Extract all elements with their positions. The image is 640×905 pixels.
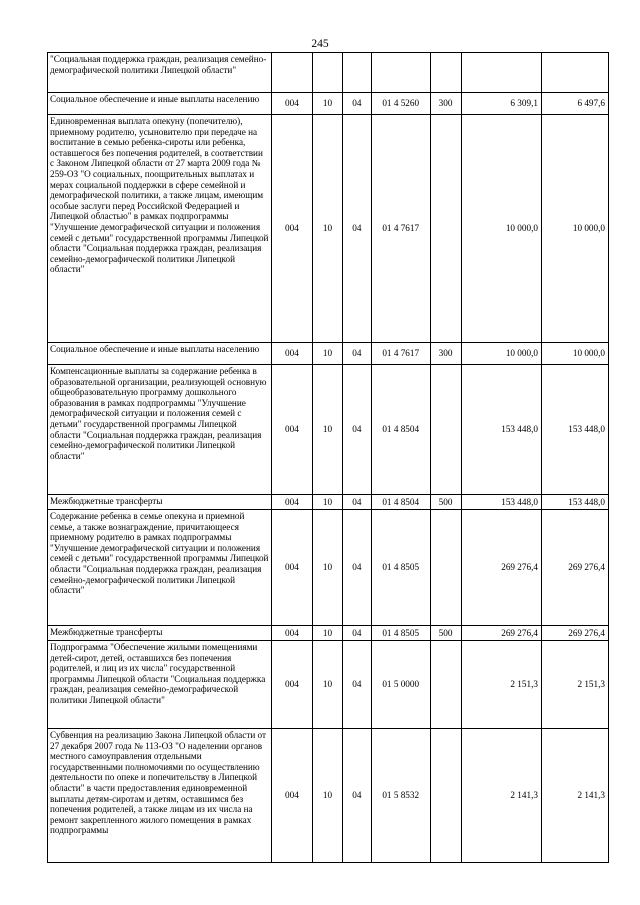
- target-article-code: 01 5 0000: [371, 641, 430, 729]
- page-number: 245: [311, 38, 329, 50]
- target-article-code: 01 4 7617: [371, 343, 430, 365]
- table-row: [48, 626, 609, 641]
- sum-year-2: 153 448,0: [541, 495, 608, 510]
- table-row: [48, 495, 609, 510]
- razdel-code: 10: [313, 93, 343, 115]
- razdel-code: 10: [313, 510, 343, 626]
- sum-year-2: 10 000,0: [541, 115, 608, 343]
- grbs-code: 004: [271, 626, 312, 641]
- row-name: Социальное обеспечение и иные выплаты населению: [48, 93, 272, 115]
- sum-year-1: [461, 53, 541, 93]
- podrazdel-code: 04: [342, 626, 371, 641]
- sum-year-2: [541, 53, 608, 93]
- grbs-code: 004: [271, 510, 312, 626]
- row-name: "Социальная поддержка граждан, реализация семейно-демографической политики Липецкой области": [48, 53, 272, 93]
- table-row: [48, 53, 609, 93]
- budget-table: [47, 52, 609, 863]
- razdel-code: 10: [313, 365, 343, 495]
- podrazdel-code: 04: [342, 729, 371, 863]
- razdel-code: 10: [313, 729, 343, 863]
- grbs-code: [271, 53, 312, 93]
- sum-year-1: 269 276,4: [461, 626, 541, 641]
- table-row: [48, 641, 609, 729]
- expense-type-code: [430, 729, 461, 863]
- razdel-code: [313, 53, 343, 93]
- row-name: Межбюджетные трансферты: [48, 495, 272, 510]
- podrazdel-code: 04: [342, 93, 371, 115]
- razdel-code: 10: [313, 626, 343, 641]
- sum-year-1: 2 141,3: [461, 729, 541, 863]
- row-name: Межбюджетные трансферты: [48, 626, 272, 641]
- target-article-code: 01 4 7617: [371, 115, 430, 343]
- grbs-code: 004: [271, 93, 312, 115]
- grbs-code: 004: [271, 641, 312, 729]
- expense-type-code: [430, 115, 461, 343]
- target-article-code: 01 4 8505: [371, 510, 430, 626]
- table-row: [48, 93, 609, 115]
- sum-year-2: 153 448,0: [541, 365, 608, 495]
- table-row: [48, 365, 609, 495]
- razdel-code: 10: [313, 343, 343, 365]
- sum-year-1: 10 000,0: [461, 343, 541, 365]
- expense-type-code: [430, 53, 461, 93]
- razdel-code: 10: [313, 641, 343, 729]
- sum-year-2: 2 141,3: [541, 729, 608, 863]
- expense-type-code: 300: [430, 93, 461, 115]
- sum-year-1: 269 276,4: [461, 510, 541, 626]
- table-row: [48, 510, 609, 626]
- row-name: Социальное обеспечение и иные выплаты населению: [48, 343, 272, 365]
- grbs-code: 004: [271, 115, 312, 343]
- row-name: Единовременная выплата опекуну (попечителю), приемному родителю, усыновителю при передаче на воспитание в семью ребенка-сироты или ребенка, оставшегося без попечения родителей, в соответствии с Законом Липецкой области от 27 марта 2009 года № 259-ОЗ "О социальных, поощрительных выплатах и мерах социальной поддержки в сфере семейной и демографической политики, а также лицам, имеющим особые заслуги перед Российской Федерацией и Липецкой областью" в рамках подпрограммы "Улучшение демографической ситуации и положения семей с детьми" государственной программы Липецкой области "Социальная поддержка граждан, реализация семейно-демографической политики Липецкой области": [48, 115, 272, 343]
- target-article-code: 01 4 8504: [371, 495, 430, 510]
- expense-type-code: 500: [430, 626, 461, 641]
- row-name: Компенсационные выплаты за содержание ребенка в образовательной организации, реализующей основную общеобразовательную программу дошкольного образования в рамках подпрограммы "Улучшение демографической ситуации и положения семей с детьми" государственной программы Липецкой области "Социальная поддержка граждан, реализация семейно-демографической политики Липецкой области": [48, 365, 272, 495]
- sum-year-1: 153 448,0: [461, 365, 541, 495]
- razdel-code: 10: [313, 115, 343, 343]
- podrazdel-code: 04: [342, 343, 371, 365]
- expense-type-code: [430, 641, 461, 729]
- row-name: Субвенция на реализацию Закона Липецкой области от 27 декабря 2007 года № 113-ОЗ "О наделении органов местного самоуправления отдельными государственными полномочиями по осуществлению деятельности по опеке и попечительству в Липецкой области" в части предоставления единовременной выплаты детям-сиротам и детям, оставшимся без попечения родителей, а также лицам из их числа на ремонт закрепленного жилого помещения в рамках подпрограммы: [48, 729, 272, 863]
- expense-type-code: [430, 510, 461, 626]
- podrazdel-code: [342, 53, 371, 93]
- sum-year-2: 10 000,0: [541, 343, 608, 365]
- target-article-code: 01 5 8532: [371, 729, 430, 863]
- expense-type-code: 300: [430, 343, 461, 365]
- target-article-code: 01 4 8505: [371, 626, 430, 641]
- table-row: [48, 343, 609, 365]
- sum-year-2: 269 276,4: [541, 626, 608, 641]
- table-row: [48, 729, 609, 863]
- target-article-code: 01 4 5260: [371, 93, 430, 115]
- podrazdel-code: 04: [342, 115, 371, 343]
- sum-year-1: 10 000,0: [461, 115, 541, 343]
- podrazdel-code: 04: [342, 365, 371, 495]
- sum-year-1: 153 448,0: [461, 495, 541, 510]
- razdel-code: 10: [313, 495, 343, 510]
- grbs-code: 004: [271, 729, 312, 863]
- sum-year-2: 2 151,3: [541, 641, 608, 729]
- grbs-code: 004: [271, 365, 312, 495]
- sum-year-2: 6 497,6: [541, 93, 608, 115]
- expense-type-code: 500: [430, 495, 461, 510]
- grbs-code: 004: [271, 495, 312, 510]
- row-name: Подпрограмма "Обеспечение жилыми помещениями детей-сирот, детей, оставшихся без попечения родителей, и лиц из их числа" государственной программы Липецкой области "Социальная поддержка граждан, реализация семейно-демографической политики Липецкой области": [48, 641, 272, 729]
- podrazdel-code: 04: [342, 641, 371, 729]
- row-name: Содержание ребенка в семье опекуна и приемной семье, а также вознаграждение, причитающееся приемному родителю в рамках подпрограммы "Улучшение демографической ситуации и положения семей с детьми" государственной программы Липецкой области "Социальная поддержка граждан, реализация семейно-демографической политики Липецкой области": [48, 510, 272, 626]
- podrazdel-code: 04: [342, 510, 371, 626]
- sum-year-2: 269 276,4: [541, 510, 608, 626]
- grbs-code: 004: [271, 343, 312, 365]
- target-article-code: [371, 53, 430, 93]
- expense-type-code: [430, 365, 461, 495]
- target-article-code: 01 4 8504: [371, 365, 430, 495]
- table-row: [48, 115, 609, 343]
- sum-year-1: 6 309,1: [461, 93, 541, 115]
- sum-year-1: 2 151,3: [461, 641, 541, 729]
- podrazdel-code: 04: [342, 495, 371, 510]
